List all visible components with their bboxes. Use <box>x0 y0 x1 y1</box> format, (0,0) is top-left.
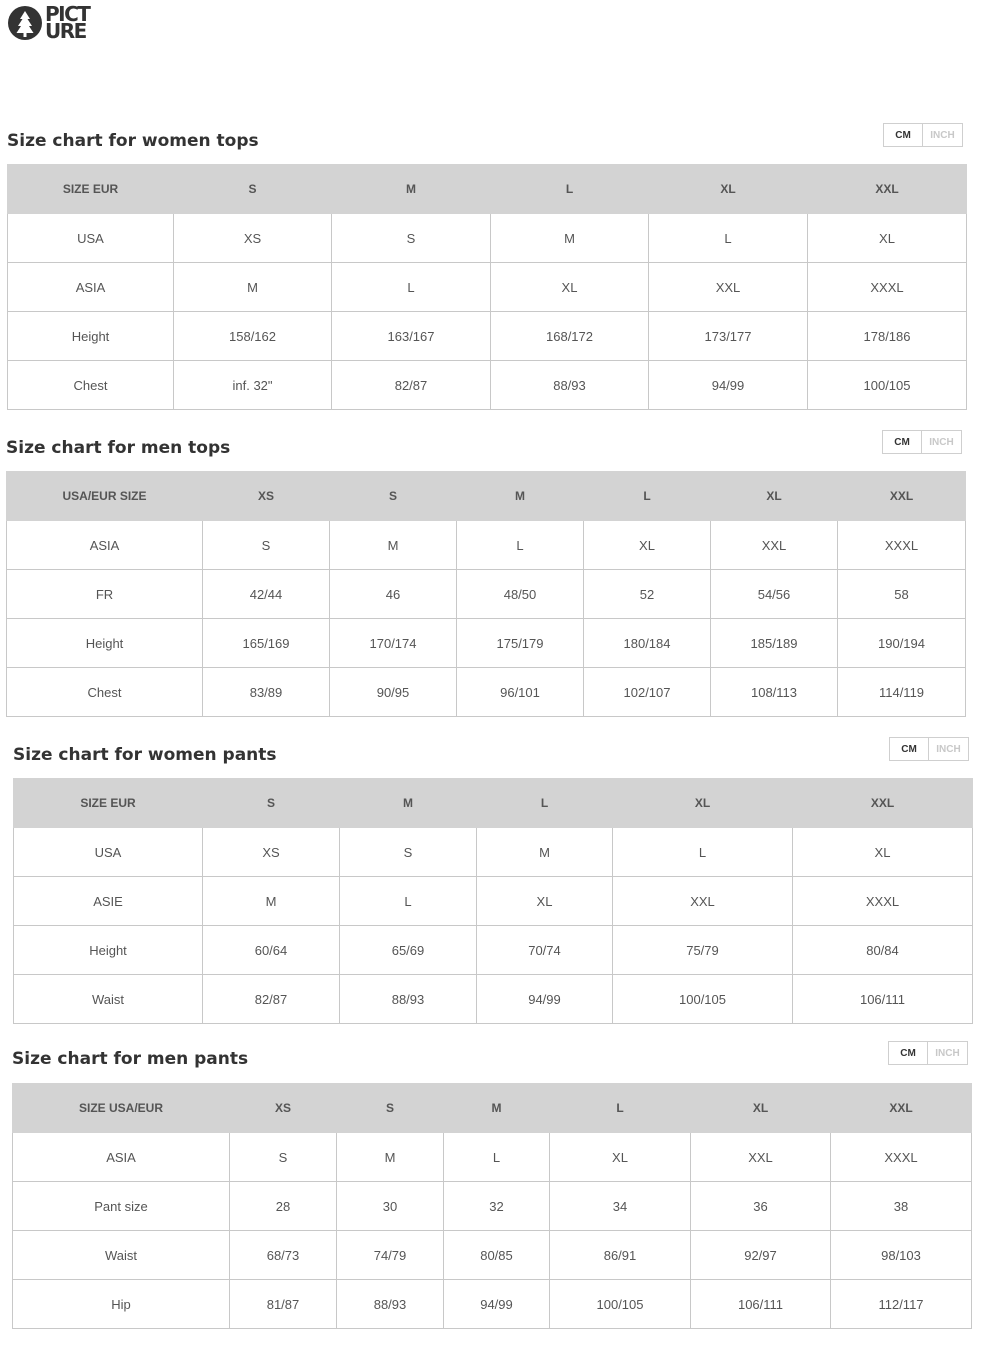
column-header-size: XL <box>691 1084 831 1133</box>
section-title: Size chart for women tops <box>7 131 259 151</box>
table-row <box>8 214 967 263</box>
table-cell: 28 <box>230 1182 337 1231</box>
table-cell: 82/87 <box>332 361 491 410</box>
column-header-size: M <box>340 779 477 828</box>
table-cell: 90/95 <box>330 668 457 717</box>
table-cell: M <box>491 214 649 263</box>
table-cell: 100/105 <box>613 975 793 1024</box>
men-pants-table <box>12 1083 972 1329</box>
table-row <box>14 877 973 926</box>
table-cell: XXL <box>711 521 838 570</box>
logo-wordmark <box>45 2 90 43</box>
table-cell: L <box>613 828 793 877</box>
table-cell: 38 <box>831 1182 972 1231</box>
table-cell: M <box>203 877 340 926</box>
row-label: FR <box>7 570 203 619</box>
row-label: Height <box>14 926 203 975</box>
table-cell: L <box>457 521 584 570</box>
table-cell: XXL <box>691 1133 831 1182</box>
table-cell: 88/93 <box>337 1280 444 1329</box>
table-cell: 70/74 <box>477 926 613 975</box>
table-cell: 54/56 <box>711 570 838 619</box>
row-label: Pant size <box>13 1182 230 1231</box>
header-row <box>14 779 973 828</box>
table-cell: S <box>230 1133 337 1182</box>
table-cell: 46 <box>330 570 457 619</box>
table-cell: 175/179 <box>457 619 584 668</box>
table-cell: 190/194 <box>838 619 966 668</box>
table-cell: L <box>332 263 491 312</box>
table-cell: 168/172 <box>491 312 649 361</box>
unit-cm-button[interactable]: CM <box>889 737 929 761</box>
table-cell: 36 <box>691 1182 831 1231</box>
table-cell: 100/105 <box>808 361 967 410</box>
column-header-size: XS <box>230 1084 337 1133</box>
column-header-size: XXL <box>838 472 966 521</box>
table-row <box>8 312 967 361</box>
column-header-size: XXL <box>808 165 967 214</box>
header-row <box>13 1084 972 1133</box>
row-label: Waist <box>13 1231 230 1280</box>
table-cell: 100/105 <box>550 1280 691 1329</box>
table-cell: 98/103 <box>831 1231 972 1280</box>
table-row <box>14 975 973 1024</box>
table-cell: XS <box>203 828 340 877</box>
column-header-size: L <box>491 165 649 214</box>
table-cell: 112/117 <box>831 1280 972 1329</box>
men-tops-section <box>6 430 965 716</box>
column-header-size: L <box>550 1084 691 1133</box>
table-row <box>13 1182 972 1231</box>
table-cell: 83/89 <box>203 668 330 717</box>
women-tops-table <box>7 164 967 410</box>
column-header-size: M <box>457 472 584 521</box>
table-cell: 88/93 <box>340 975 477 1024</box>
table-cell: 88/93 <box>491 361 649 410</box>
table-cell: 170/174 <box>330 619 457 668</box>
row-label: USA <box>14 828 203 877</box>
table-cell: XXL <box>613 877 793 926</box>
column-header-size: XL <box>649 165 808 214</box>
table-cell: XXL <box>649 263 808 312</box>
section-title: Size chart for men pants <box>12 1049 249 1069</box>
table-cell: inf. 32" <box>174 361 332 410</box>
column-header-size: XL <box>613 779 793 828</box>
table-cell: 32 <box>444 1182 550 1231</box>
table-cell: XXXL <box>831 1133 972 1182</box>
table-cell: 58 <box>838 570 966 619</box>
table-row <box>14 926 973 975</box>
table-cell: 75/79 <box>613 926 793 975</box>
column-header-size: XXL <box>831 1084 972 1133</box>
table-cell: 94/99 <box>444 1280 550 1329</box>
table-row <box>13 1231 972 1280</box>
table-cell: 108/113 <box>711 668 838 717</box>
column-header-size-system: USA/EUR SIZE <box>7 472 203 521</box>
column-header-size: M <box>332 165 491 214</box>
table-cell: 80/84 <box>793 926 973 975</box>
section-title: Size chart for women pants <box>13 745 277 765</box>
table-cell: L <box>444 1133 550 1182</box>
table-cell: M <box>477 828 613 877</box>
women-tops-section <box>7 122 966 409</box>
table-cell: 173/177 <box>649 312 808 361</box>
table-row <box>7 521 966 570</box>
table-cell: 81/87 <box>230 1280 337 1329</box>
table-cell: 82/87 <box>203 975 340 1024</box>
table-row <box>14 828 973 877</box>
table-cell: 158/162 <box>174 312 332 361</box>
men-tops-table <box>6 471 966 717</box>
table-cell: M <box>337 1133 444 1182</box>
table-cell: 178/186 <box>808 312 967 361</box>
table-cell: XXXL <box>838 521 966 570</box>
table-cell: 102/107 <box>584 668 711 717</box>
table-cell: 185/189 <box>711 619 838 668</box>
picture-logo[interactable] <box>8 2 90 43</box>
table-cell: 74/79 <box>337 1231 444 1280</box>
unit-inch-button[interactable]: INCH <box>928 1041 968 1065</box>
unit-cm-button[interactable]: CM <box>888 1041 928 1065</box>
header-row <box>8 165 967 214</box>
table-row <box>13 1133 972 1182</box>
unit-toggle <box>888 1041 968 1065</box>
table-cell: XXXL <box>808 263 967 312</box>
table-cell: S <box>203 521 330 570</box>
table-row <box>7 619 966 668</box>
unit-cm-button[interactable]: CM <box>883 123 923 147</box>
table-cell: XL <box>477 877 613 926</box>
column-header-size: M <box>444 1084 550 1133</box>
table-cell: 30 <box>337 1182 444 1231</box>
row-label: Hip <box>13 1280 230 1329</box>
table-row <box>13 1280 972 1329</box>
logo-line-2: URE <box>45 19 86 43</box>
row-label: USA <box>8 214 174 263</box>
table-cell: 96/101 <box>457 668 584 717</box>
column-header-size: S <box>174 165 332 214</box>
row-label: Height <box>7 619 203 668</box>
table-cell: L <box>649 214 808 263</box>
unit-cm-button[interactable]: CM <box>882 430 922 454</box>
table-cell: XL <box>793 828 973 877</box>
tree-logo-icon <box>8 6 42 40</box>
table-cell: 92/97 <box>691 1231 831 1280</box>
table-cell: 52 <box>584 570 711 619</box>
column-header-size-system: SIZE EUR <box>8 165 174 214</box>
table-cell: XXXL <box>793 877 973 926</box>
row-label: ASIE <box>14 877 203 926</box>
column-header-size-system: SIZE EUR <box>14 779 203 828</box>
unit-inch-button[interactable]: INCH <box>929 737 969 761</box>
table-cell: M <box>174 263 332 312</box>
column-header-size: L <box>584 472 711 521</box>
row-label: ASIA <box>7 521 203 570</box>
table-cell: 106/111 <box>793 975 973 1024</box>
row-label: Chest <box>7 668 203 717</box>
unit-toggle <box>883 123 963 147</box>
row-label: ASIA <box>8 263 174 312</box>
column-header-size-system: SIZE USA/EUR <box>13 1084 230 1133</box>
table-cell: 42/44 <box>203 570 330 619</box>
table-cell: S <box>332 214 491 263</box>
table-cell: 80/85 <box>444 1231 550 1280</box>
table-cell: XL <box>550 1133 691 1182</box>
table-cell: 114/119 <box>838 668 966 717</box>
column-header-size: XXL <box>793 779 973 828</box>
column-header-size: L <box>477 779 613 828</box>
table-cell: 163/167 <box>332 312 491 361</box>
table-cell: 180/184 <box>584 619 711 668</box>
header-row <box>7 472 966 521</box>
table-cell: 34 <box>550 1182 691 1231</box>
table-cell: XL <box>808 214 967 263</box>
table-cell: XL <box>491 263 649 312</box>
table-cell: 106/111 <box>691 1280 831 1329</box>
unit-toggle <box>882 430 962 454</box>
unit-inch-button[interactable]: INCH <box>922 430 962 454</box>
table-cell: 94/99 <box>477 975 613 1024</box>
table-cell: XS <box>174 214 332 263</box>
column-header-size: XL <box>711 472 838 521</box>
table-row <box>8 263 967 312</box>
column-header-size: S <box>337 1084 444 1133</box>
row-label: Height <box>8 312 174 361</box>
column-header-size: S <box>330 472 457 521</box>
column-header-size: S <box>203 779 340 828</box>
table-cell: 68/73 <box>230 1231 337 1280</box>
women-pants-section <box>13 737 972 1023</box>
section-title: Size chart for men tops <box>6 438 231 458</box>
row-label: Waist <box>14 975 203 1024</box>
table-cell: 60/64 <box>203 926 340 975</box>
table-row <box>8 361 967 410</box>
table-cell: 94/99 <box>649 361 808 410</box>
column-header-size: XS <box>203 472 330 521</box>
table-cell: M <box>330 521 457 570</box>
unit-toggle <box>889 737 969 761</box>
row-label: ASIA <box>13 1133 230 1182</box>
table-cell: XL <box>584 521 711 570</box>
table-cell: 48/50 <box>457 570 584 619</box>
table-cell: 165/169 <box>203 619 330 668</box>
table-row <box>7 570 966 619</box>
men-pants-section <box>12 1041 971 1328</box>
row-label: Chest <box>8 361 174 410</box>
women-pants-table <box>13 778 973 1024</box>
table-cell: 86/91 <box>550 1231 691 1280</box>
unit-inch-button[interactable]: INCH <box>923 123 963 147</box>
table-row <box>7 668 966 717</box>
table-cell: S <box>340 828 477 877</box>
table-cell: L <box>340 877 477 926</box>
table-cell: 65/69 <box>340 926 477 975</box>
logo-line-1: PICT <box>45 2 90 26</box>
